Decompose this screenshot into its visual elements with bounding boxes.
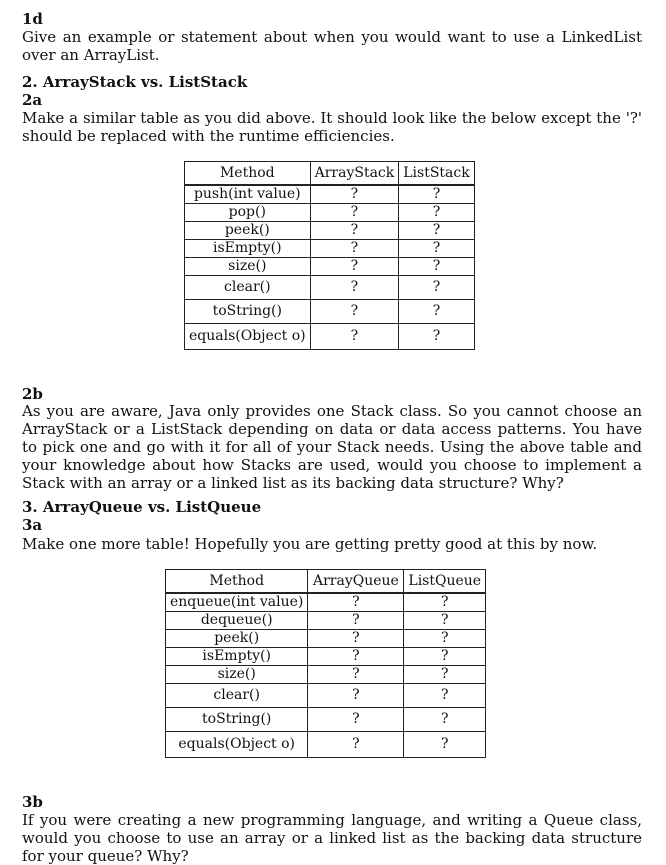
- table-row: [185, 276, 475, 300]
- table-row: [185, 204, 475, 222]
- runtime-cell: ?: [310, 204, 399, 222]
- method-cell: push(int value): [185, 185, 311, 204]
- runtime-cell: ?: [399, 324, 474, 350]
- method-cell: dequeue(): [166, 612, 308, 630]
- runtime-cell: ?: [404, 666, 486, 684]
- runtime-cell: ?: [308, 648, 404, 666]
- stack-runtime-table: [184, 161, 475, 350]
- method-cell: toString(): [185, 300, 311, 324]
- table-row: [185, 240, 475, 258]
- table-row: [166, 708, 486, 732]
- runtime-cell: ?: [310, 324, 399, 350]
- method-cell: peek(): [185, 222, 311, 240]
- table-row: [185, 185, 475, 204]
- section-2a-heading: 2a: [22, 91, 43, 109]
- method-cell: enqueue(int value): [166, 593, 308, 612]
- section-1d-heading: 1d: [22, 10, 43, 28]
- section-3a-heading: 3a: [22, 516, 43, 534]
- table-row: [166, 684, 486, 708]
- section-3a-text: Make one more table! Hopefully you are getting pretty good at this by now.: [22, 535, 598, 553]
- runtime-cell: ?: [308, 593, 404, 612]
- section-3b-heading: 3b: [22, 793, 43, 811]
- column-header: ArrayStack: [310, 162, 399, 186]
- runtime-cell: ?: [404, 630, 486, 648]
- method-cell: isEmpty(): [166, 648, 308, 666]
- runtime-cell: ?: [310, 276, 399, 300]
- section-3b-text: If you were creating a new programming language, and writing a Queue class, would you choose to use an array or a linked list as the backing data structure for your queue? Why?: [22, 811, 642, 865]
- method-cell: size(): [185, 258, 311, 276]
- runtime-cell: ?: [404, 708, 486, 732]
- runtime-cell: ?: [308, 612, 404, 630]
- runtime-cell: ?: [308, 684, 404, 708]
- runtime-cell: ?: [310, 222, 399, 240]
- table-row: [185, 300, 475, 324]
- column-header: ListQueue: [404, 570, 486, 594]
- section-2-heading: 2. ArrayStack vs. ListStack: [22, 73, 248, 91]
- section-1d-text: Give an example or statement about when you would want to use a LinkedList over an ArrayList.: [22, 28, 642, 64]
- runtime-cell: ?: [310, 185, 399, 204]
- section-2a-text: Make a similar table as you did above. It should look like the below except the '?' should be replaced with the runtime efficiencies.: [22, 109, 642, 145]
- method-cell: toString(): [166, 708, 308, 732]
- column-header: Method: [185, 162, 311, 186]
- runtime-cell: ?: [308, 708, 404, 732]
- table-row: [166, 666, 486, 684]
- table-row: [166, 732, 486, 758]
- table-row: [185, 258, 475, 276]
- runtime-cell: ?: [308, 732, 404, 758]
- table-row: [166, 630, 486, 648]
- section-3-heading: 3. ArrayQueue vs. ListQueue: [22, 498, 262, 516]
- runtime-cell: ?: [308, 666, 404, 684]
- method-cell: equals(Object o): [166, 732, 308, 758]
- runtime-cell: ?: [404, 684, 486, 708]
- column-header: ListStack: [399, 162, 474, 186]
- runtime-cell: ?: [399, 185, 474, 204]
- runtime-cell: ?: [399, 258, 474, 276]
- runtime-cell: ?: [399, 276, 474, 300]
- runtime-cell: ?: [399, 300, 474, 324]
- runtime-cell: ?: [310, 240, 399, 258]
- table-row: [166, 648, 486, 666]
- table-row: [166, 612, 486, 630]
- runtime-cell: ?: [310, 300, 399, 324]
- table-header-row: [185, 162, 475, 186]
- queue-runtime-table: [165, 569, 486, 758]
- runtime-cell: ?: [310, 258, 399, 276]
- column-header: ArrayQueue: [308, 570, 404, 594]
- table-header-row: [166, 570, 486, 594]
- method-cell: clear(): [166, 684, 308, 708]
- method-cell: equals(Object o): [185, 324, 311, 350]
- table-row: [166, 593, 486, 612]
- runtime-cell: ?: [399, 204, 474, 222]
- runtime-cell: ?: [404, 732, 486, 758]
- runtime-cell: ?: [404, 648, 486, 666]
- section-2b-heading: 2b: [22, 385, 43, 403]
- method-cell: pop(): [185, 204, 311, 222]
- method-cell: size(): [166, 666, 308, 684]
- runtime-cell: ?: [399, 222, 474, 240]
- runtime-cell: ?: [404, 612, 486, 630]
- runtime-cell: ?: [308, 630, 404, 648]
- runtime-cell: ?: [399, 240, 474, 258]
- table-row: [185, 222, 475, 240]
- section-2b-text: As you are aware, Java only provides one Stack class. So you cannot choose an ArrayStack or a ListStack depending on data or data access patterns. You have to pick one and go with it for all of your Stack needs. Using the above table and your knowledge about how Stacks are used, would you choose to implement a Stack with an array or a linked list as its backing data structure? Why?: [22, 402, 642, 492]
- method-cell: clear(): [185, 276, 311, 300]
- runtime-cell: ?: [404, 593, 486, 612]
- table-row: [185, 324, 475, 350]
- column-header: Method: [166, 570, 308, 594]
- method-cell: isEmpty(): [185, 240, 311, 258]
- method-cell: peek(): [166, 630, 308, 648]
